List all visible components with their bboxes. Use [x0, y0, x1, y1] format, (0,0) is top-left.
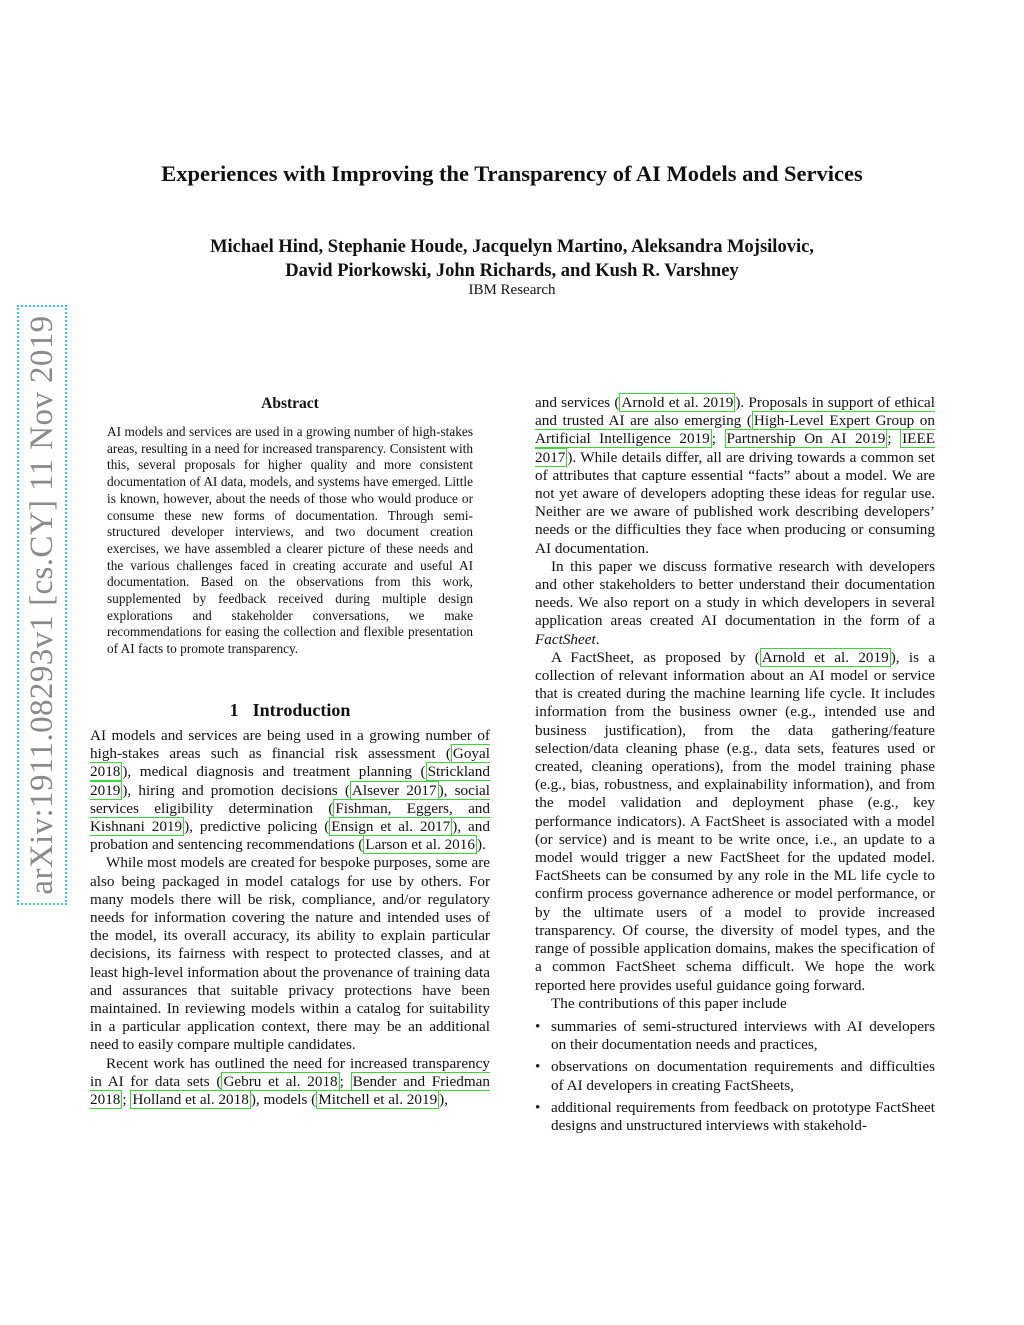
citation-link[interactable]: Gebru et al. 2018 — [223, 1072, 338, 1090]
list-item-text: additional requirements from feedback on prototype FactSheet designs and unstructured interviews with stakehold- — [551, 1098, 935, 1134]
list-item — [535, 1099, 935, 1135]
citation-link[interactable]: Larson et al. 2016 — [365, 836, 475, 854]
section-number: 1 — [229, 700, 239, 720]
affiliation: IBM Research — [468, 282, 556, 298]
intro-paragraph-2: While most models are created for bespoke purposes, some are also being packaged in model catalogs for use by others. For many models there will be risk, compliance, and/or regulatory needs for information covering the nature and intended uses of the model, its overall accuracy, its ability to explain particular decisions, its fairness with respect to protected classes, and at least high-level information about the provenance of training data and assurances that suitable privacy protections have been maintained. In reviewing models within a catalog for suitability in a particular application context, there may be an additional need to easily compare multiple candidates. — [90, 854, 490, 1054]
contributions-intro: The contributions of this paper include — [551, 994, 787, 1012]
citation-link[interactable]: Holland et al. 2018 — [132, 1091, 249, 1109]
text-run: ). Proposals in support of ethical and trusted AI are also emerging ( — [535, 394, 936, 430]
text-run: ), is a collection of relevant information about an AI model or service that is created during the machine learning life cycle. It includes information from the business owner (e.g., intended use and business justification), from the data gathering/feature selection/data cleaning phase (e.g., data sets, features used or created, cleaning operations), from the model training phase (e.g., bias, robustness, and explainability information), and from the model validation and deployment phase (e.g., key performance indicators). A FactSheet is associated with a model (or service) and is meant to be write once, i.e., an update to a model would trigger a new FactSheet for the updated model. FactSheets can be consumed by any role in the ML life cycle to confirm process governance adherence or model performance, or by the ultimate users of a model to provide increased transparency. Of course, the diversity of model types, and the range of possible application domains, makes the specification of a common FactSheet schema difficult. We hope the work reported here provides useful guidance going forward. — [535, 648, 935, 994]
right-paragraph-3 — [535, 649, 935, 995]
right-paragraph-1 — [535, 394, 935, 558]
text-run: In this paper we discuss formative research with developers and other stakeholders to better understand their documentation needs. We also report on a study in which developers in several application areas created AI documentation in the form of a — [535, 557, 935, 630]
list-item-text: observations on documentation requirements and difficulties of AI developers in creating FactSheets, — [551, 1058, 935, 1094]
text-run: . — [595, 630, 600, 648]
text-run: ). While details differ, all are driving towards a common set of attributes that capture essential “facts” about a model. We are not yet aware of developers adopting these ideas for regular use. Neither are we aware of published work describing developers’ needs or the difficulties they face when producing or consuming AI documentation. — [535, 448, 935, 557]
abstract-heading: Abstract — [261, 395, 319, 412]
text-run: ), predictive policing ( — [184, 818, 330, 836]
text-run: ; — [887, 430, 901, 448]
citation-link[interactable]: High-Level Expert Group on Artificial Intelligence 2019 — [535, 412, 935, 448]
text-run: ), social services eligibility determination ( — [90, 781, 491, 817]
arxiv-identifier-stamp[interactable]: arXiv:1911.08293v1 [cs.CY] 11 Nov 2019 — [17, 305, 67, 905]
list-item — [535, 1018, 935, 1054]
text-run: ), medical diagnosis and treatment planning ( — [122, 763, 426, 781]
citation-link[interactable]: Fishman, Eggers, and Kishnani 2019 — [90, 799, 490, 836]
citation-link[interactable]: Arnold et al. 2019 — [621, 394, 734, 411]
authors-line-2: David Piorkowski, John Richards, and Kush R. Varshney — [285, 261, 739, 281]
bullet-icon: • — [535, 1017, 541, 1035]
citation-link[interactable]: Ensign et al. 2017 — [331, 818, 451, 836]
citation-link[interactable]: IEEE 2017 — [535, 430, 935, 466]
contributions-list — [535, 1018, 935, 1135]
citation-link[interactable]: Bender and Friedman 2018 — [90, 1072, 491, 1109]
text-run: and services ( — [535, 394, 620, 411]
citation-link[interactable]: Strickland 2019 — [90, 763, 490, 799]
bullet-icon: • — [535, 1098, 541, 1116]
text-run: ; — [339, 1072, 351, 1090]
text-run: A FactSheet, as proposed by ( — [551, 648, 760, 666]
text-run: Recent work has outlined the need for increased transparency in AI for data sets ( — [90, 1054, 490, 1090]
text-run: ). — [476, 836, 486, 854]
citation-link[interactable]: Mitchell et al. 2019 — [318, 1091, 438, 1109]
list-item — [535, 1058, 935, 1094]
text-run: AI models and services are being used in a growing number of high-stakes areas such as financial risk assessment ( — [90, 727, 490, 763]
text-run: ), hiring and promotion decisions ( — [122, 781, 350, 799]
bullet-icon: • — [535, 1058, 541, 1076]
text-run: ; — [122, 1091, 131, 1109]
text-run: ), models ( — [250, 1091, 317, 1109]
list-item-text: summaries of semi-structured interviews with AI developers on their documentation needs and practices, — [551, 1017, 935, 1054]
section-heading-introduction — [90, 700, 490, 721]
intro-paragraph-3 — [90, 1055, 490, 1110]
authors-line-1: Michael Hind, Stephanie Houde, Jacquelyn Martino, Aleksandra Mojsilovic, — [210, 237, 814, 257]
paper-title: Experiences with Improving the Transparency of AI Models and Services — [161, 161, 863, 186]
citation-link[interactable]: Goyal 2018 — [90, 745, 490, 781]
citation-link[interactable]: Arnold et al. 2019 — [761, 648, 889, 666]
intro-paragraph-1 — [90, 727, 490, 854]
right-paragraph-2 — [535, 558, 935, 649]
left-column — [90, 727, 490, 1109]
right-column — [535, 394, 935, 1139]
citation-link[interactable]: Partnership On AI 2019 — [726, 430, 886, 448]
text-run: ; — [711, 430, 725, 448]
factsheet-term: FactSheet — [535, 630, 596, 648]
text-run: ), — [439, 1091, 449, 1109]
text-run: ), and probation and sentencing recommendations ( — [90, 818, 490, 854]
abstract-text: AI models and services are used in a growing number of high-stakes areas, resulting in a need for increased transparency. Consistent with this, several proposals for higher quality and more consistent documentation of AI data, models, and systems have emerged. Little is known, however, about the needs of those who would produce or consume these new forms of documentation. Through semi-structured developer interviews, and two document creation exercises, we have assembled a clearer picture of these needs and the various challenges faced in creating accurate and useful AI documentation. Based on the observations from this work, supplemented by feedback received during multiple design explorations and stakeholder conversations, we make recommendations for easing the collection and flexible presentation of AI facts to promote transparency. — [107, 424, 473, 657]
section-title: Introduction — [252, 700, 351, 720]
citation-link[interactable]: Alsever 2017 — [351, 781, 437, 799]
